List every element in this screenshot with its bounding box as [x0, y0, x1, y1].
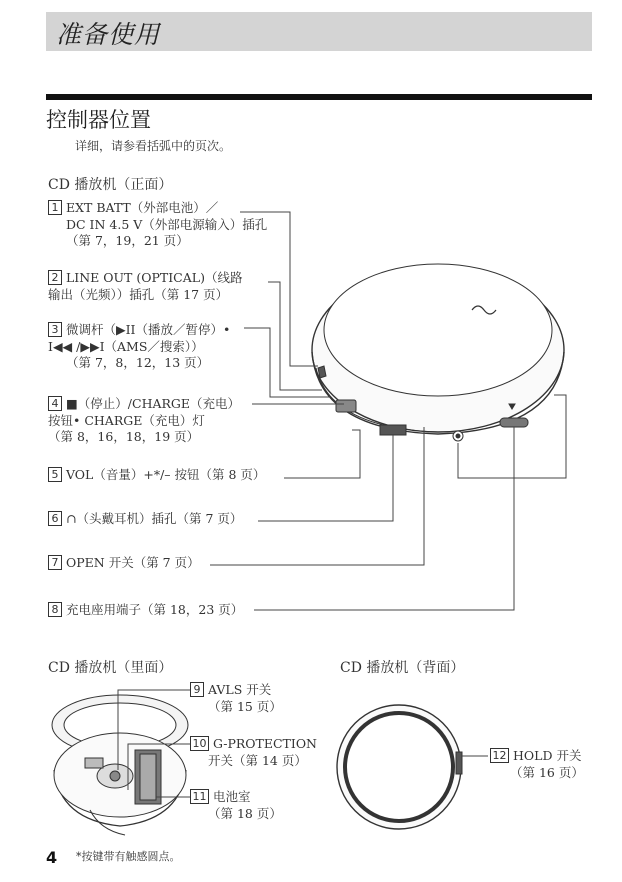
callout-number: 2	[48, 270, 62, 285]
callout-number: 12	[490, 748, 509, 763]
callout-number: 9	[190, 682, 204, 697]
chapter-title: 准备使用	[56, 20, 161, 49]
front-view-subtitle: CD 播放机（正面）	[48, 177, 173, 193]
callout-8: 8 充电座用端子（第 18，23 页）	[48, 602, 243, 619]
callout-number: 7	[48, 555, 62, 570]
callout-number: 3	[48, 322, 62, 337]
callout-number: 1	[48, 200, 62, 215]
footnote: *按键带有触感圆点。	[76, 850, 181, 863]
callout-10: 10 G-PROTECTION 开关（第 14 页）	[190, 736, 317, 769]
callout-number: 6	[48, 511, 62, 526]
inside-view-subtitle: CD 播放机（里面）	[48, 660, 173, 676]
callout-12: 12 HOLD 开关 （第 16 页）	[490, 748, 584, 781]
section-title: 控制器位置	[46, 108, 151, 132]
callout-5: 5 VOL（音量）+*/– 按钮（第 8 页）	[48, 467, 265, 484]
callout-11: 11 电池室 （第 18 页）	[190, 789, 282, 822]
callout-number: 11	[190, 789, 209, 804]
front-player-illustration	[312, 264, 564, 441]
back-view-subtitle: CD 播放机（背面）	[340, 660, 465, 676]
callout-2: 2 LINE OUT (OPTICAL)（线路 输出（光频））插孔（第 17 页）	[48, 270, 243, 302]
callout-4: 4 ■（停止）/CHARGE（充电） 按钮• CHARGE（充电）灯 （第 8，16，18，19 页）	[48, 396, 241, 444]
callout-7: 7 OPEN 开关（第 7 页）	[48, 555, 200, 572]
back-player-illustration	[337, 705, 488, 829]
callout-number: 10	[190, 736, 209, 751]
callout-number: 5	[48, 467, 62, 482]
section-intro: 详细，请参看括弧中的页次。	[75, 139, 232, 153]
page-number: 4	[46, 848, 58, 867]
callout-1: 1 EXT BATT（外部电池）／ DC IN 4.5 V（外部电源输入）插孔 （第 7，19，21 页）	[48, 200, 267, 250]
callout-9: 9 AVLS 开关 （第 15 页）	[190, 682, 282, 715]
inside-player-illustration	[52, 695, 188, 835]
callout-6: 6 ∩（头戴耳机）插孔（第 7 页）	[48, 511, 242, 528]
callout-number: 8	[48, 602, 62, 617]
callout-number: 4	[48, 396, 62, 411]
callout-3: 3 微调杆（▶II（播放／暂停）• I◀◀ /▶▶I（AMS／搜索）） （第 7，8，12，13 页）	[48, 322, 231, 370]
